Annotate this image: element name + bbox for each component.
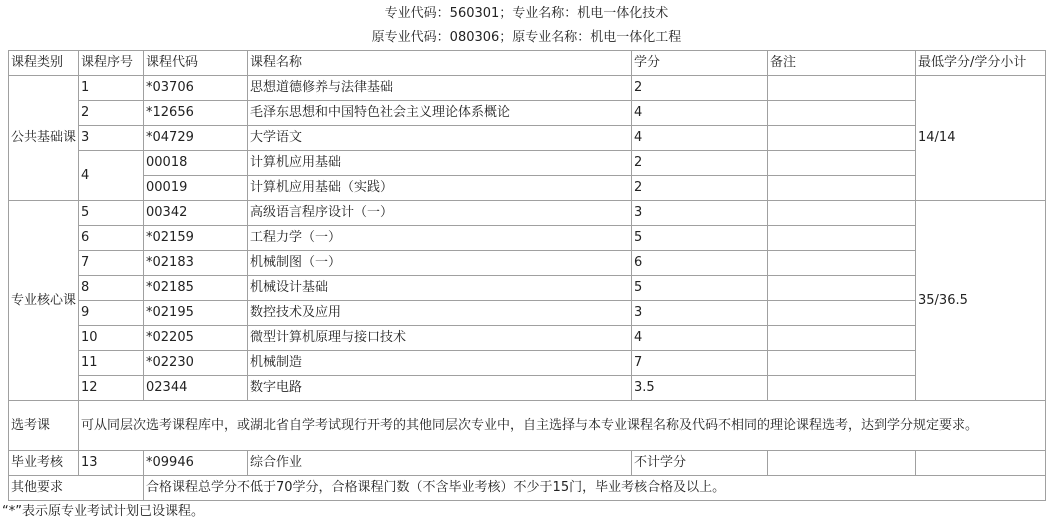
course-credit: 3 xyxy=(632,301,768,326)
header-category: 课程类别 xyxy=(9,51,79,76)
course-code: *09946 xyxy=(144,451,248,476)
course-credit: 2 xyxy=(632,176,768,201)
course-credit: 4 xyxy=(632,101,768,126)
course-credit: 3.5 xyxy=(632,376,768,401)
course-seq: 6 xyxy=(79,226,144,251)
course-name: 机械制图（一） xyxy=(248,251,632,276)
course-code: *02185 xyxy=(144,276,248,301)
table-row xyxy=(9,201,1046,226)
table-row xyxy=(9,301,1046,326)
category-elective: 选考课 xyxy=(9,401,79,451)
table-row xyxy=(9,76,1046,101)
table-row xyxy=(9,251,1046,276)
course-code: *04729 xyxy=(144,126,248,151)
course-code: 00019 xyxy=(144,176,248,201)
subtotal-core: 35/36.5 xyxy=(916,201,1046,401)
course-seq: 9 xyxy=(79,301,144,326)
course-code: *02159 xyxy=(144,226,248,251)
course-credit: 3 xyxy=(632,201,768,226)
course-credit: 2 xyxy=(632,76,768,101)
course-remark xyxy=(768,301,916,326)
category-other: 其他要求 xyxy=(9,476,144,501)
course-name: 毛泽东思想和中国特色社会主义理论体系概论 xyxy=(248,101,632,126)
course-seq: 1 xyxy=(79,76,144,101)
course-name: 思想道德修养与法律基础 xyxy=(248,76,632,101)
course-name: 机械设计基础 xyxy=(248,276,632,301)
course-seq: 12 xyxy=(79,376,144,401)
course-credit: 5 xyxy=(632,226,768,251)
course-code: *02205 xyxy=(144,326,248,351)
category-graduation: 毕业考核 xyxy=(9,451,79,476)
course-remark xyxy=(768,251,916,276)
table-row xyxy=(9,176,1046,201)
course-name: 大学语文 xyxy=(248,126,632,151)
course-code: *02195 xyxy=(144,301,248,326)
course-remark xyxy=(768,451,916,476)
course-code: 00018 xyxy=(144,151,248,176)
table-row xyxy=(9,326,1046,351)
category-public: 公共基础课 xyxy=(9,76,79,201)
table-row xyxy=(9,376,1046,401)
course-name: 机械制造 xyxy=(248,351,632,376)
course-seq: 10 xyxy=(79,326,144,351)
subtotal-public: 14/14 xyxy=(916,76,1046,201)
course-seq: 4 xyxy=(79,151,144,201)
header-min-credit: 最低学分/学分小计 xyxy=(916,51,1046,76)
header-code: 课程代码 xyxy=(144,51,248,76)
course-code: *02183 xyxy=(144,251,248,276)
course-name: 计算机应用基础 xyxy=(248,151,632,176)
course-remark xyxy=(768,101,916,126)
course-name: 计算机应用基础（实践） xyxy=(248,176,632,201)
course-remark xyxy=(768,176,916,201)
course-name: 工程力学（一） xyxy=(248,226,632,251)
course-name: 高级语言程序设计（一） xyxy=(248,201,632,226)
course-seq: 8 xyxy=(79,276,144,301)
course-remark xyxy=(768,226,916,251)
course-credit: 7 xyxy=(632,351,768,376)
course-code: *12656 xyxy=(144,101,248,126)
other-requirements: 合格课程总学分不低于70学分，合格课程门数（不含毕业考核）不少于15门，毕业考核合格及以上。 xyxy=(144,476,1046,501)
course-code: *02230 xyxy=(144,351,248,376)
course-seq: 2 xyxy=(79,101,144,126)
table-row xyxy=(9,151,1046,176)
course-remark xyxy=(768,151,916,176)
course-remark xyxy=(768,76,916,101)
course-name: 数控技术及应用 xyxy=(248,301,632,326)
course-credit: 4 xyxy=(632,126,768,151)
course-code: 02344 xyxy=(144,376,248,401)
course-code: *03706 xyxy=(144,76,248,101)
footnote: “*”表示原专业考试计划已设课程。 xyxy=(2,504,204,519)
table-row-graduation xyxy=(9,451,1046,476)
course-credit: 2 xyxy=(632,151,768,176)
table-row xyxy=(9,351,1046,376)
header-seq: 课程序号 xyxy=(79,51,144,76)
course-credit: 5 xyxy=(632,276,768,301)
course-seq: 11 xyxy=(79,351,144,376)
table-row xyxy=(9,101,1046,126)
header-name: 课程名称 xyxy=(248,51,632,76)
table-row-other xyxy=(9,476,1046,501)
course-name: 数字电路 xyxy=(248,376,632,401)
course-remark xyxy=(768,326,916,351)
table-header-row xyxy=(9,51,1046,76)
course-remark xyxy=(768,376,916,401)
original-major-title: 原专业代码：080306；原专业名称：机电一体化工程 xyxy=(371,30,682,45)
table-row xyxy=(9,276,1046,301)
course-code: 00342 xyxy=(144,201,248,226)
course-name: 微型计算机原理与接口技术 xyxy=(248,326,632,351)
course-plan-table xyxy=(8,50,1046,501)
major-title: 专业代码：560301；专业名称：机电一体化技术 xyxy=(384,6,669,21)
table-row xyxy=(9,226,1046,251)
course-remark xyxy=(768,276,916,301)
course-seq: 7 xyxy=(79,251,144,276)
course-remark xyxy=(768,126,916,151)
table-row-elective xyxy=(9,401,1046,451)
header-remark: 备注 xyxy=(768,51,916,76)
header-credit: 学分 xyxy=(632,51,768,76)
elective-description: 可从同层次选考课程库中，或湖北省自学考试现行开考的其他同层次专业中，自主选择与本专业课程名称及代码不相同的理论课程选考，达到学分规定要求。 xyxy=(79,401,1046,451)
subtotal-graduation xyxy=(916,451,1046,476)
table-row xyxy=(9,126,1046,151)
course-name: 综合作业 xyxy=(248,451,632,476)
course-seq: 5 xyxy=(79,201,144,226)
course-remark xyxy=(768,351,916,376)
course-credit: 不计学分 xyxy=(632,451,768,476)
course-remark xyxy=(768,201,916,226)
course-seq: 13 xyxy=(79,451,144,476)
course-credit: 6 xyxy=(632,251,768,276)
course-credit: 4 xyxy=(632,326,768,351)
category-core: 专业核心课 xyxy=(9,201,79,401)
course-seq: 3 xyxy=(79,126,144,151)
